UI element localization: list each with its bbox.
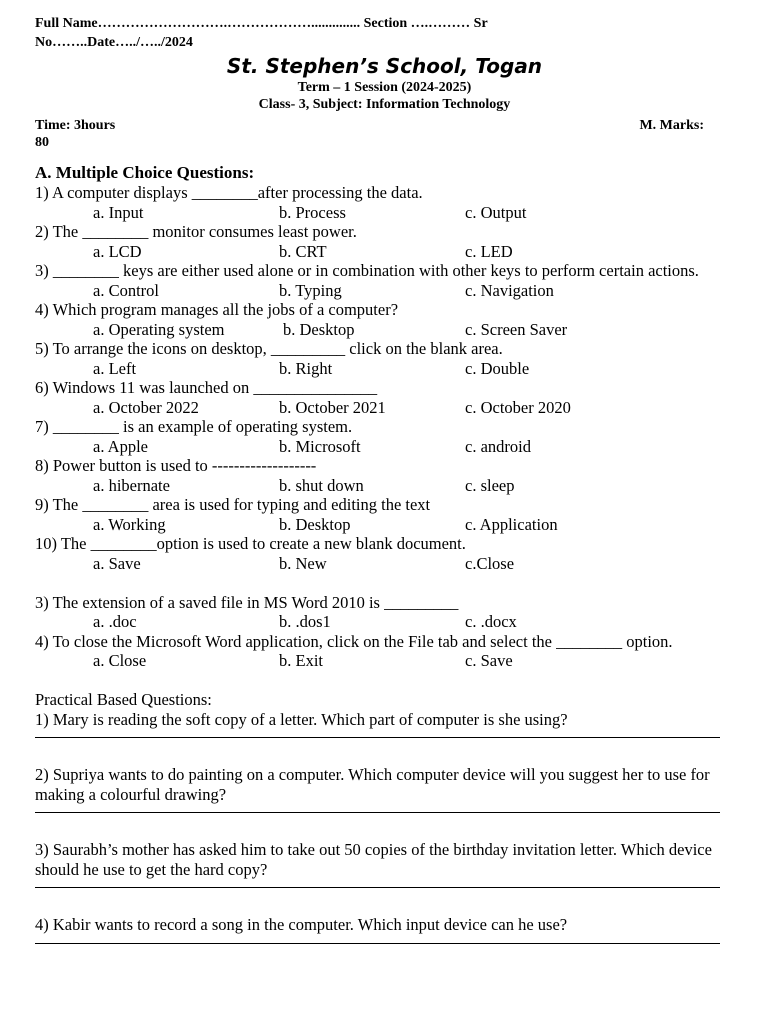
answer-line[interactable] — [35, 804, 720, 813]
option-a: a. October 2022 — [93, 397, 199, 417]
mcq-item — [35, 495, 734, 534]
question-text: 1) A computer displays ________after processing the data. — [35, 183, 423, 202]
mcq-item — [35, 378, 734, 417]
term-session: Term – 1 Session (2024-2025) — [297, 80, 472, 95]
mcq-item — [35, 593, 734, 632]
class-subject: Class- 3, Subject: Information Technology — [258, 97, 511, 112]
options-row — [35, 476, 734, 496]
option-b: b. Typing — [279, 280, 342, 300]
spacer — [35, 573, 734, 593]
options-row — [35, 651, 734, 671]
practical-list — [35, 710, 734, 944]
option-c: c. LED — [465, 241, 513, 261]
option-b: b. Right — [279, 358, 333, 378]
mcq-item — [35, 534, 734, 573]
option-a: a. Left — [93, 358, 137, 378]
practical-item — [35, 765, 734, 813]
mcq-item — [35, 339, 734, 378]
mcq-item — [35, 300, 734, 339]
spacer — [35, 671, 734, 691]
practical-question: 3) Saurabh’s mother has asked him to take out 50 copies of the birthday invitation letter. Which device should he use to get the hard copy? — [35, 840, 712, 879]
answer-line[interactable] — [35, 729, 720, 738]
options-row — [35, 203, 734, 223]
header-line-1: Full Name……………………….……………….............. Section ….……… Sr — [35, 16, 488, 31]
mcq-item — [35, 417, 734, 456]
option-b: b. Process — [279, 202, 346, 222]
mcq-item — [35, 222, 734, 261]
options-row — [35, 437, 734, 457]
option-a: a. Apple — [93, 436, 148, 456]
practical-title: Practical Based Questions: — [35, 690, 212, 709]
options-row — [35, 281, 734, 301]
option-c: c. Screen Saver — [465, 319, 568, 339]
option-a: a. Working — [93, 514, 166, 534]
option-c: c. Save — [465, 651, 513, 670]
question-text: 10) The ________option is used to create a new blank document. — [35, 534, 466, 553]
question-text: 7) ________ is an example of operating system. — [35, 417, 353, 436]
option-c: c. Output — [465, 202, 527, 222]
practical-item — [35, 840, 734, 888]
practical-question: 2) Supriya wants to do painting on a computer. Which computer device will you suggest her to use for making a colourful drawing? — [35, 765, 710, 804]
option-a: a. Operating system — [93, 319, 225, 339]
mcq-item — [35, 261, 734, 300]
option-b: b. New — [279, 553, 327, 573]
option-c: c. October 2020 — [465, 397, 571, 417]
option-b: b. shut down — [279, 475, 364, 495]
option-b: b. CRT — [279, 241, 327, 261]
marks-label: M. Marks: — [639, 118, 704, 133]
answer-line[interactable] — [35, 935, 720, 944]
mcq-item — [35, 632, 734, 671]
option-c: c. sleep — [465, 475, 515, 495]
options-row — [35, 242, 734, 262]
mcq-list — [35, 183, 734, 573]
extra-mcq-list — [35, 593, 734, 671]
question-text: 9) The ________ area is used for typing and editing the text — [35, 495, 431, 514]
options-row — [35, 320, 734, 340]
option-c: c. .docx — [465, 612, 517, 631]
option-a: a. LCD — [93, 241, 142, 261]
option-c: c. Application — [465, 514, 558, 534]
question-text: 6) Windows 11 was launched on _______________ — [35, 378, 378, 397]
practical-item — [35, 710, 734, 739]
time-marks-row — [35, 117, 734, 134]
option-b: b. October 2021 — [279, 397, 386, 417]
options-row — [35, 359, 734, 379]
option-a: a. .doc — [93, 612, 137, 631]
options-row — [35, 515, 734, 535]
practical-question: 4) Kabir wants to record a song in the computer. Which input device can he use? — [35, 915, 568, 934]
option-a: a. Close — [93, 651, 147, 670]
question-text: 5) To arrange the icons on desktop, _________ click on the blank area. — [35, 339, 503, 358]
practical-item — [35, 915, 734, 944]
options-row — [35, 612, 734, 632]
options-row — [35, 398, 734, 418]
option-a: a. Save — [93, 553, 141, 573]
options-row — [35, 554, 734, 574]
option-b: b. Desktop — [279, 514, 351, 534]
question-text: 3) The extension of a saved file in MS Word 2010 is _________ — [35, 592, 459, 612]
option-a: a. Input — [93, 202, 144, 222]
time-label: Time: 3hours — [35, 118, 116, 133]
question-text: 4) Which program manages all the jobs of a computer? — [35, 300, 399, 319]
option-c: c. Double — [465, 358, 530, 378]
question-text: 8) Power button is used to ------------------- — [35, 456, 317, 475]
question-text: 3) ________ keys are either used alone or in combination with other keys to perform certain actions. — [35, 261, 699, 280]
marks-value: 80 — [35, 135, 49, 150]
option-a: a. hibernate — [93, 475, 170, 495]
mcq-item — [35, 456, 734, 495]
option-a: a. Control — [93, 280, 159, 300]
question-text: 4) To close the Microsoft Word application, click on the File tab and select the ________ option. — [35, 631, 673, 651]
option-c: c. android — [465, 436, 531, 456]
answer-line[interactable] — [35, 879, 720, 888]
header-line-2: No……..Date…../…../2024 — [35, 35, 193, 50]
option-b: b. Microsoft — [279, 436, 361, 456]
practical-question: 1) Mary is reading the soft copy of a letter. Which part of computer is she using? — [35, 709, 568, 729]
school-name: St. Stephen’s School, Togan — [226, 54, 543, 78]
option-c: c.Close — [465, 553, 515, 573]
mcq-item — [35, 183, 734, 222]
section-a-title: A. Multiple Choice Questions: — [35, 163, 255, 182]
option-b: b. Desktop — [283, 319, 355, 339]
option-b: b. Exit — [279, 651, 323, 670]
option-c: c. Navigation — [465, 280, 554, 300]
question-text: 2) The ________ monitor consumes least power. — [35, 222, 357, 241]
option-b: b. .dos1 — [279, 612, 331, 631]
